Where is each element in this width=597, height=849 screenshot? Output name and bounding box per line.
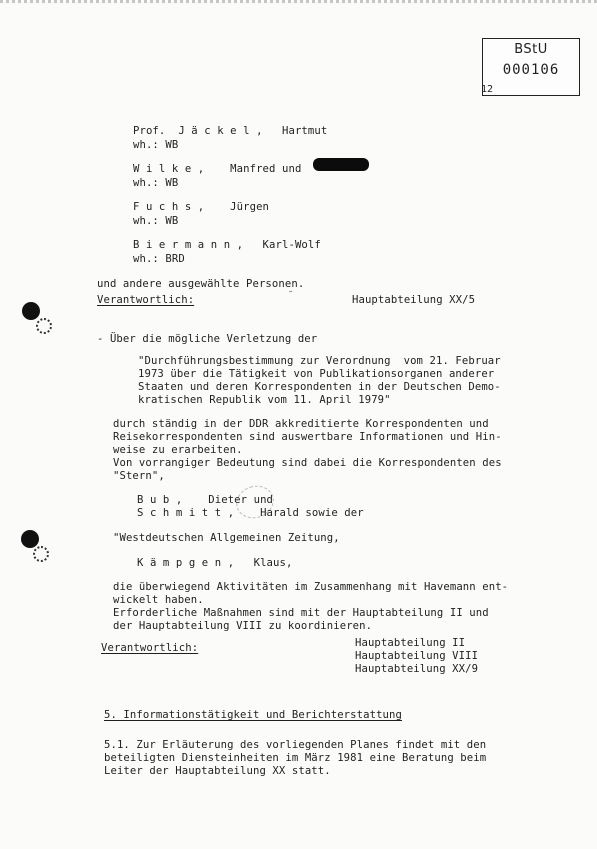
responsible2-unit: Hauptabteilung II	[355, 637, 466, 649]
kaempgen-line: K ä m p g e n , Klaus,	[137, 557, 293, 569]
person-name: Prof. J ä c k e l , Hartmut	[133, 125, 328, 137]
person-name: F u c h s , Jürgen	[133, 201, 270, 213]
quote-line: kratischen Republik vom 11. April 1979"	[138, 394, 391, 406]
activity-line: die überwiegend Aktivitäten im Zusammenhang mit Havemann ent-	[113, 581, 509, 593]
stern-name: S c h m i t t , Harald sowie der	[137, 507, 364, 519]
scan-edge	[0, 0, 597, 3]
others-line: und andere ausgewählte Personen.	[97, 278, 305, 290]
punch-hole-ring	[36, 318, 52, 334]
punch-hole-ring	[33, 546, 49, 562]
person-location: wh.: WB	[133, 139, 179, 151]
person-location: wh.: WB	[133, 215, 179, 227]
paragraph-line: durch ständig in der DDR akkreditierte Korrespondenten und	[113, 418, 489, 430]
paragraph-line: weise zu erarbeiten.	[113, 444, 243, 456]
page-number: 12	[481, 84, 494, 95]
responsible2-unit: Hauptabteilung XX/9	[355, 663, 479, 675]
activity-line: der Hauptabteilung VIII zu koordinieren.	[113, 620, 373, 632]
punch-hole	[22, 302, 40, 320]
activity-line: wickelt haben.	[113, 594, 204, 606]
section-line: 5.1. Zur Erläuterung des vorliegenden Planes findet mit den	[104, 739, 487, 751]
responsible-label: Verantwortlich:	[97, 294, 195, 306]
section-line: beteiligten Diensteinheiten im März 1981 eine Beratung beim	[104, 752, 487, 764]
quote-line: Staaten und deren Korrespondenten in der Deutschen Demo-	[138, 381, 501, 393]
redaction-bar	[313, 158, 369, 171]
margin-tick: ˘	[288, 291, 294, 301]
person-location: wh.: BRD	[133, 253, 185, 265]
stern-name: B u b , Dieter und	[137, 494, 274, 506]
section-line: Leiter der Hauptabteilung XX statt.	[104, 765, 331, 777]
quote-line: 1973 über die Tätigkeit von Publikationsorganen anderer	[138, 368, 495, 380]
archive-stamp	[482, 38, 580, 96]
person-name: W i l k e , Manfred und	[133, 163, 302, 175]
quote-line: "Durchführungsbestimmung zur Verordnung vom 21. Februar	[138, 355, 501, 367]
paragraph-line: "Stern",	[113, 470, 165, 482]
person-location: wh.: WB	[133, 177, 179, 189]
stamp-number: 000106	[502, 62, 560, 78]
paragraph-line: Von vorrangiger Bedeutung sind dabei die Korrespondenten des	[113, 457, 502, 469]
person-name: B i e r m a n n , Karl-Wolf	[133, 239, 321, 251]
waz-line: "Westdeutschen Allgemeinen Zeitung,	[113, 532, 340, 544]
bullet-intro: - Über die mögliche Verletzung der	[97, 333, 318, 345]
punch-hole	[21, 530, 39, 548]
paragraph-line: Reisekorrespondenten sind auswertbare Informationen und Hin-	[113, 431, 502, 443]
responsible2-unit: Hauptabteilung VIII	[355, 650, 479, 662]
stamp-archive-label: BStU	[514, 42, 548, 57]
activity-line: Erforderliche Maßnahmen sind mit der Hauptabteilung II und	[113, 607, 489, 619]
responsible-unit: Hauptabteilung XX/5	[352, 294, 476, 306]
responsible2-label: Verantwortlich:	[101, 642, 199, 654]
section-heading: 5. Informationstätigkeit und Berichterstattung	[104, 709, 402, 721]
